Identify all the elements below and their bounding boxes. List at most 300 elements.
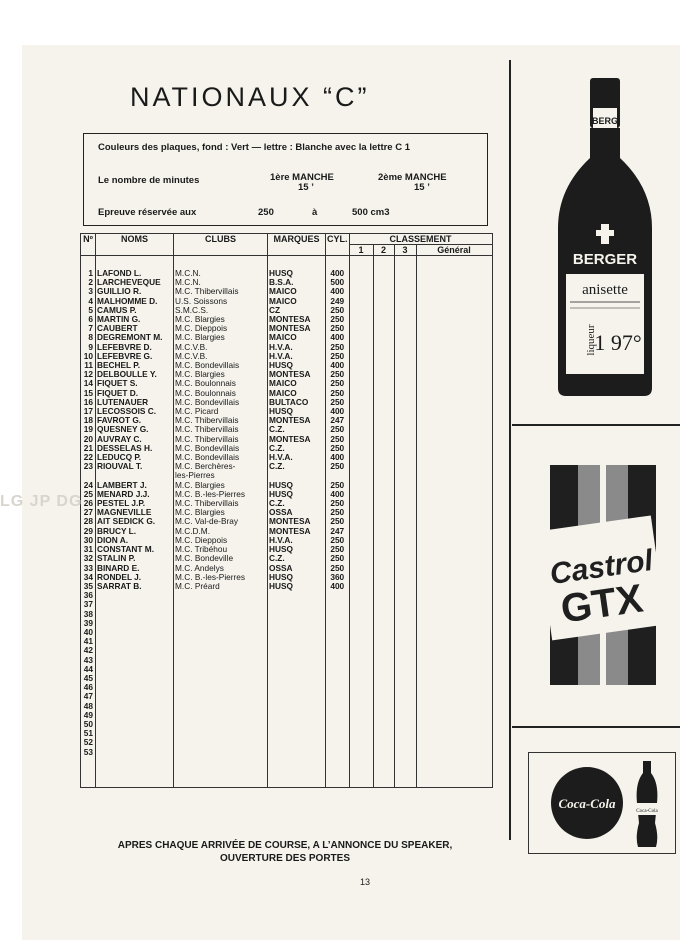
entry-cyl: 400 xyxy=(326,269,350,278)
entry-club xyxy=(174,720,268,729)
spacer-cell xyxy=(326,256,350,270)
general-cell xyxy=(416,361,492,370)
entry-number: 42 xyxy=(81,646,96,655)
entry-brand: C.Z. xyxy=(268,425,326,434)
class-2-cell xyxy=(373,656,394,665)
entry-club xyxy=(174,591,268,600)
class-1-cell xyxy=(349,665,373,674)
entry-cyl: 250 xyxy=(326,425,350,434)
entry-name: RONDEL J. xyxy=(96,573,174,582)
entry-club: M.C. Thibervillais xyxy=(174,425,268,434)
class-3-cell xyxy=(394,352,416,361)
entry-cyl: 247 xyxy=(326,527,350,536)
class-2-cell xyxy=(373,361,394,370)
entry-club: U.S. Soissons xyxy=(174,297,268,306)
entry-brand xyxy=(268,628,326,637)
entry-number: 3 xyxy=(81,287,96,296)
general-cell xyxy=(416,702,492,711)
class-1-cell xyxy=(349,748,373,757)
class-3-cell xyxy=(394,398,416,407)
table-row xyxy=(81,462,493,471)
class-2-cell xyxy=(373,646,394,655)
class-3-cell xyxy=(394,554,416,563)
class-2-cell xyxy=(373,748,394,757)
class-3-cell xyxy=(394,379,416,388)
entry-club: M.C. Tribéhou xyxy=(174,545,268,554)
entry-club: M.C. Dieppois xyxy=(174,536,268,545)
entry-club: M.C. Andelys xyxy=(174,564,268,573)
class-3-cell xyxy=(394,297,416,306)
general-cell xyxy=(416,729,492,738)
end-cell xyxy=(326,757,350,788)
entry-brand xyxy=(268,591,326,600)
table-row xyxy=(81,582,493,591)
entry-brand xyxy=(268,665,326,674)
entry-number: 46 xyxy=(81,683,96,692)
entry-cyl: 250 xyxy=(326,564,350,573)
minutes-label: Le nombre de minutes xyxy=(98,175,200,186)
class-3-cell xyxy=(394,564,416,573)
entry-name xyxy=(96,471,174,480)
class-1-cell xyxy=(349,416,373,425)
table-row xyxy=(81,435,493,444)
class-1-cell xyxy=(349,324,373,333)
class-3-cell xyxy=(394,306,416,315)
class-1-cell xyxy=(349,499,373,508)
general-cell xyxy=(416,508,492,517)
general-cell xyxy=(416,628,492,637)
general-cell xyxy=(416,481,492,490)
spacer-cell xyxy=(81,256,96,270)
entry-name: LARCHEVEQUE xyxy=(96,278,174,287)
general-cell xyxy=(416,527,492,536)
class-1-cell xyxy=(349,564,373,573)
entry-cyl: 250 xyxy=(326,324,350,333)
entry-name: PESTEL J.P. xyxy=(96,499,174,508)
header-marques: MARQUES xyxy=(268,234,326,256)
class-2-cell xyxy=(373,352,394,361)
entry-club: M.C. Dieppois xyxy=(174,324,268,333)
table-row xyxy=(81,343,493,352)
entry-number: 30 xyxy=(81,536,96,545)
entry-club: M.C. Bondevillais xyxy=(174,398,268,407)
entry-brand: C.Z. xyxy=(268,462,326,471)
entry-name xyxy=(96,674,174,683)
entry-number: 7 xyxy=(81,324,96,333)
spacer-cell xyxy=(394,256,416,270)
entry-club: M.C. Blargies xyxy=(174,333,268,342)
class-2-cell xyxy=(373,398,394,407)
table-row xyxy=(81,352,493,361)
class-1-cell xyxy=(349,517,373,526)
spacer-cell xyxy=(96,256,174,270)
class-3-cell xyxy=(394,407,416,416)
manche2-label: 2ème MANCHE xyxy=(378,172,447,183)
general-cell xyxy=(416,674,492,683)
ad-divider-1 xyxy=(512,424,680,426)
entry-number: 2 xyxy=(81,278,96,287)
entry-name xyxy=(96,711,174,720)
class-3-cell xyxy=(394,490,416,499)
class-3-cell xyxy=(394,582,416,591)
general-cell xyxy=(416,499,492,508)
class-2-cell xyxy=(373,416,394,425)
class-1-cell xyxy=(349,287,373,296)
entry-cyl xyxy=(326,711,350,720)
cc-to-word: à xyxy=(312,207,318,218)
entry-brand xyxy=(268,619,326,628)
class-2-cell xyxy=(373,527,394,536)
entry-name: DELBOULLE Y. xyxy=(96,370,174,379)
entry-club: M.C.N. xyxy=(174,278,268,287)
entry-cyl xyxy=(326,665,350,674)
entries-table xyxy=(80,233,493,788)
entry-cyl: 400 xyxy=(326,287,350,296)
entry-name: MARTIN G. xyxy=(96,315,174,324)
class-2-cell xyxy=(373,471,394,480)
entry-club xyxy=(174,683,268,692)
coca-cola-graphic xyxy=(529,753,675,853)
table-row xyxy=(81,444,493,453)
entry-club: M.C. Thibervillais xyxy=(174,499,268,508)
entry-club: M.C. Thibervillais xyxy=(174,287,268,296)
general-cell xyxy=(416,610,492,619)
table-row xyxy=(81,278,493,287)
table-row xyxy=(81,517,493,526)
coca-cola-ad xyxy=(528,752,676,854)
class-2-cell xyxy=(373,554,394,563)
general-cell xyxy=(416,600,492,609)
entry-club: S.M.C.S. xyxy=(174,306,268,315)
entry-number: 39 xyxy=(81,619,96,628)
table-row xyxy=(81,554,493,563)
end-cell xyxy=(96,757,174,788)
entry-number: 28 xyxy=(81,517,96,526)
entry-cyl: 250 xyxy=(326,444,350,453)
entry-brand: HUSQ xyxy=(268,490,326,499)
class-3-cell xyxy=(394,729,416,738)
entry-cyl: 250 xyxy=(326,370,350,379)
entry-cyl: 400 xyxy=(326,582,350,591)
entry-name: DESSELAS H. xyxy=(96,444,174,453)
entry-number: 10 xyxy=(81,352,96,361)
class-2-cell xyxy=(373,564,394,573)
header-general: Général xyxy=(416,245,492,256)
class-2-cell xyxy=(373,481,394,490)
class-3-cell xyxy=(394,683,416,692)
entry-number: 37 xyxy=(81,600,96,609)
class-1-cell xyxy=(349,554,373,563)
table-row xyxy=(81,306,493,315)
entry-brand: MAICO xyxy=(268,297,326,306)
class-3-cell xyxy=(394,416,416,425)
table-row xyxy=(81,490,493,499)
general-cell xyxy=(416,407,492,416)
entry-number: 36 xyxy=(81,591,96,600)
entry-name: STALIN P. xyxy=(96,554,174,563)
class-2-cell xyxy=(373,333,394,342)
class-2-cell xyxy=(373,729,394,738)
header-classement: CLASSEMENT xyxy=(349,234,492,245)
entry-club: M.C. Thibervillais xyxy=(174,416,268,425)
entry-brand: HUSQ xyxy=(268,545,326,554)
page-title: NATIONAUX “C” xyxy=(130,82,370,112)
entry-name: LUTENAUER xyxy=(96,398,174,407)
class-2-cell xyxy=(373,600,394,609)
entry-number: 19 xyxy=(81,425,96,434)
class-1-cell xyxy=(349,573,373,582)
entry-brand: MAICO xyxy=(268,379,326,388)
entry-name xyxy=(96,591,174,600)
class-1-cell xyxy=(349,527,373,536)
general-cell xyxy=(416,517,492,526)
class-1-cell xyxy=(349,545,373,554)
entry-brand: MAICO xyxy=(268,389,326,398)
entry-cyl: 250 xyxy=(326,536,350,545)
entry-club: M.C.D.M. xyxy=(174,527,268,536)
table-row xyxy=(81,269,493,278)
table-row xyxy=(81,656,493,665)
entry-cyl: 250 xyxy=(326,499,350,508)
entry-club: M.C.N. xyxy=(174,269,268,278)
entry-club xyxy=(174,665,268,674)
entry-brand: MONTESA xyxy=(268,527,326,536)
class-2-cell xyxy=(373,536,394,545)
entry-number: 45 xyxy=(81,674,96,683)
entry-cyl: 400 xyxy=(326,407,350,416)
general-cell xyxy=(416,748,492,757)
coca-cola-bottle-label: Coca-Cola xyxy=(636,809,658,814)
general-cell xyxy=(416,619,492,628)
column-divider xyxy=(509,60,511,840)
class-2-cell xyxy=(373,370,394,379)
entry-number: 11 xyxy=(81,361,96,370)
general-cell xyxy=(416,637,492,646)
general-cell xyxy=(416,720,492,729)
entry-club xyxy=(174,646,268,655)
entry-brand: MONTESA xyxy=(268,324,326,333)
footer-line-2: OUVERTURE DES PORTES xyxy=(219,853,351,864)
end-cell xyxy=(268,757,326,788)
general-cell xyxy=(416,646,492,655)
header-class-3: 3 xyxy=(394,245,416,256)
class-2-cell xyxy=(373,490,394,499)
class-1-cell xyxy=(349,379,373,388)
class-2-cell xyxy=(373,389,394,398)
entry-club xyxy=(174,674,268,683)
entry-cyl: 249 xyxy=(326,297,350,306)
entry-number: 9 xyxy=(81,343,96,352)
entry-number: 47 xyxy=(81,692,96,701)
class-1-cell xyxy=(349,720,373,729)
class-3-cell xyxy=(394,508,416,517)
class-3-cell xyxy=(394,361,416,370)
entry-name xyxy=(96,720,174,729)
entry-cyl: 247 xyxy=(326,416,350,425)
entry-club: M.C. Préard xyxy=(174,582,268,591)
entry-club: M.C. Bondevillais xyxy=(174,361,268,370)
class-1-cell xyxy=(349,297,373,306)
class-2-cell xyxy=(373,711,394,720)
entry-number: 8 xyxy=(81,333,96,342)
entry-club: M.C. Blargies xyxy=(174,508,268,517)
berger-brand: BERGER xyxy=(572,251,638,268)
watermark: LG JP DG xyxy=(0,493,83,510)
class-3-cell xyxy=(394,536,416,545)
end-cell xyxy=(81,757,96,788)
table-row xyxy=(81,637,493,646)
header-clubs: CLUBS xyxy=(174,234,268,256)
class-3-cell xyxy=(394,637,416,646)
general-cell xyxy=(416,692,492,701)
entry-cyl: 250 xyxy=(326,398,350,407)
entry-name: QUESNEY G. xyxy=(96,425,174,434)
entry-cyl: 250 xyxy=(326,481,350,490)
entry-name: CAMUS P. xyxy=(96,306,174,315)
general-cell xyxy=(416,711,492,720)
general-cell xyxy=(416,278,492,287)
entry-club: M.C. Bondevillais xyxy=(174,444,268,453)
entry-brand xyxy=(268,637,326,646)
class-1-cell xyxy=(349,481,373,490)
entry-number: 22 xyxy=(81,453,96,462)
entry-number xyxy=(81,471,96,480)
table-row xyxy=(81,499,493,508)
entry-cyl xyxy=(326,619,350,628)
end-cell xyxy=(394,757,416,788)
entry-name: LAMBERT J. xyxy=(96,481,174,490)
entry-name xyxy=(96,748,174,757)
entry-club: M.C. B.-les-Pierres xyxy=(174,573,268,582)
class-3-cell xyxy=(394,738,416,747)
entry-number: 1 xyxy=(81,269,96,278)
entry-name xyxy=(96,683,174,692)
entry-number: 51 xyxy=(81,729,96,738)
entry-cyl xyxy=(326,729,350,738)
entry-club xyxy=(174,656,268,665)
entry-name: DION A. xyxy=(96,536,174,545)
plates-info: Couleurs des plaques, fond : Vert — lettre : Blanche avec la lettre C 1 xyxy=(98,142,411,153)
table-row xyxy=(81,600,493,609)
table-row xyxy=(81,407,493,416)
entry-brand: HUSQ xyxy=(268,361,326,370)
entry-club: M.C. Picard xyxy=(174,407,268,416)
entry-club xyxy=(174,600,268,609)
entry-brand: MAICO xyxy=(268,333,326,342)
entry-name: MAGNEVILLE xyxy=(96,508,174,517)
table-row xyxy=(81,398,493,407)
entry-cyl xyxy=(326,720,350,729)
class-1-cell xyxy=(349,610,373,619)
class-2-cell xyxy=(373,315,394,324)
class-3-cell xyxy=(394,324,416,333)
entry-number: 27 xyxy=(81,508,96,517)
table-row xyxy=(81,527,493,536)
class-3-cell xyxy=(394,610,416,619)
entry-brand: HUSQ xyxy=(268,269,326,278)
entry-number: 5 xyxy=(81,306,96,315)
class-2-cell xyxy=(373,324,394,333)
entry-number: 24 xyxy=(81,481,96,490)
manche1-label: 1ère MANCHE xyxy=(270,172,334,183)
class-1-cell xyxy=(349,471,373,480)
castrol-gtx: GTX xyxy=(558,576,646,632)
entry-cyl: 250 xyxy=(326,306,350,315)
entry-number: 50 xyxy=(81,720,96,729)
class-3-cell xyxy=(394,315,416,324)
class-2-cell xyxy=(373,619,394,628)
general-cell xyxy=(416,370,492,379)
entry-cyl xyxy=(326,637,350,646)
class-2-cell xyxy=(373,683,394,692)
entry-name: CAUBERT xyxy=(96,324,174,333)
entry-club: M.C. Val-de-Bray xyxy=(174,517,268,526)
entry-number: 29 xyxy=(81,527,96,536)
general-cell xyxy=(416,306,492,315)
general-cell xyxy=(416,398,492,407)
entry-cyl xyxy=(326,738,350,747)
entry-brand xyxy=(268,720,326,729)
entry-brand xyxy=(268,471,326,480)
entry-name xyxy=(96,702,174,711)
entry-brand xyxy=(268,692,326,701)
entry-club: M.C.V.B. xyxy=(174,352,268,361)
entry-name: BINARD E. xyxy=(96,564,174,573)
entry-number: 23 xyxy=(81,462,96,471)
entry-number: 53 xyxy=(81,748,96,757)
entry-brand: C.Z. xyxy=(268,444,326,453)
class-1-cell xyxy=(349,591,373,600)
class-3-cell xyxy=(394,343,416,352)
entry-number: 40 xyxy=(81,628,96,637)
end-cell xyxy=(373,757,394,788)
entry-name: BRUCY L. xyxy=(96,527,174,536)
entry-number: 18 xyxy=(81,416,96,425)
class-1-cell xyxy=(349,637,373,646)
class-1-cell xyxy=(349,425,373,434)
entry-cyl xyxy=(326,748,350,757)
general-cell xyxy=(416,462,492,471)
class-3-cell xyxy=(394,619,416,628)
entry-club xyxy=(174,692,268,701)
general-cell xyxy=(416,389,492,398)
entry-brand: C.Z. xyxy=(268,499,326,508)
class-1-cell xyxy=(349,619,373,628)
entry-brand xyxy=(268,729,326,738)
table-row xyxy=(81,692,493,701)
class-2-cell xyxy=(373,720,394,729)
cc-from: 250 xyxy=(258,207,274,218)
header-class-1: 1 xyxy=(349,245,373,256)
entry-number: 17 xyxy=(81,407,96,416)
entry-number: 41 xyxy=(81,637,96,646)
table-row xyxy=(81,619,493,628)
entry-number: 12 xyxy=(81,370,96,379)
class-1-cell xyxy=(349,702,373,711)
table-row xyxy=(81,610,493,619)
general-cell xyxy=(416,287,492,296)
epreuve-label: Epreuve réservée aux xyxy=(98,207,197,218)
class-3-cell xyxy=(394,600,416,609)
cc-to: 500 cm3 xyxy=(352,207,390,218)
entry-brand: B.S.A. xyxy=(268,278,326,287)
entry-number: 38 xyxy=(81,610,96,619)
entry-name xyxy=(96,600,174,609)
svg-text:1 97°: 1 97° xyxy=(594,330,642,355)
entry-name: RIOUVAL T. xyxy=(96,462,174,471)
entry-name: LEDUCQ P. xyxy=(96,453,174,462)
entry-cyl: 250 xyxy=(326,352,350,361)
